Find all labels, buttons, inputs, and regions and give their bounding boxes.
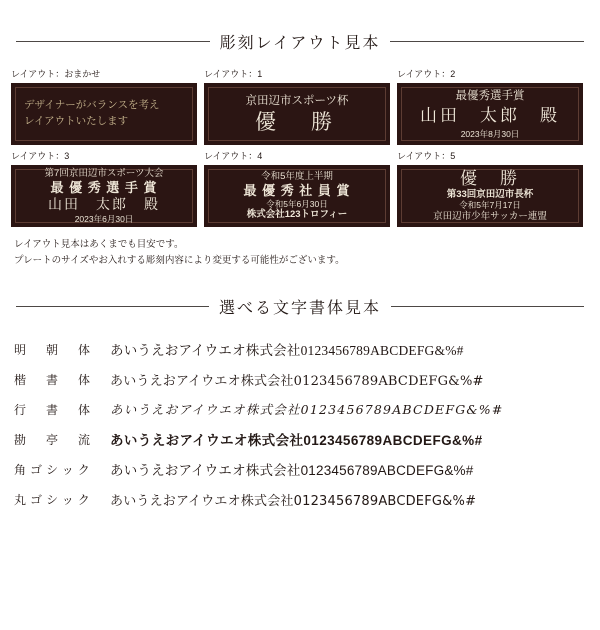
plate-line: 最 優 秀 選 手 賞 bbox=[50, 179, 158, 195]
layout-section-header bbox=[0, 30, 600, 53]
note-line: レイアウト見本はあくまでも目安です。 bbox=[14, 239, 184, 250]
note-line: プレートのサイズやお入れする彫刻内容により変更する可能性がございます。 bbox=[14, 255, 345, 267]
plate-line: 京田辺市少年サッカー連盟 bbox=[433, 211, 547, 223]
layout-sample-1 bbox=[204, 67, 394, 145]
font-name-label: 行 書 体 bbox=[14, 402, 95, 417]
font-name-label: 角ゴシック bbox=[14, 462, 94, 477]
plate-line: 令和5年6月30日 bbox=[266, 198, 328, 209]
font-sample-text: あいうえおアイウエオ株式会社0123456789ABCDEFG&%# bbox=[110, 433, 483, 449]
plate-text-block bbox=[245, 94, 348, 134]
layout-notes bbox=[0, 227, 600, 269]
font-sample-row bbox=[14, 334, 586, 364]
plate-preview bbox=[397, 165, 583, 227]
plate-preview bbox=[397, 83, 583, 145]
layout-label: レイアウト：1 bbox=[204, 69, 263, 79]
font-sample-text: あいうえおアイウエオ株式会社0123456789ABCDEFG&%# bbox=[110, 343, 464, 359]
layout-sample-2 bbox=[397, 67, 587, 145]
layout-sample-3 bbox=[11, 149, 201, 227]
plate-line: 優 勝 bbox=[460, 169, 520, 189]
engraving-layout-guide-page bbox=[0, 30, 600, 630]
layout-label: レイアウト：3 bbox=[11, 151, 70, 161]
plate-preview bbox=[204, 165, 390, 227]
font-name-label: 楷 書 体 bbox=[14, 372, 95, 387]
header-rule-left bbox=[16, 41, 210, 42]
font-sample-text: あいうえおアイウエオ株式会社0123456789ABCDEFG&%# bbox=[110, 493, 477, 509]
font-section-header bbox=[0, 295, 600, 318]
plate-line: 山田 太郎 殿 bbox=[48, 196, 160, 212]
plate-line: 最 優 秀 社 員 賞 bbox=[243, 182, 351, 198]
font-sample-row bbox=[14, 484, 586, 514]
plate-line: 山田 太郎 殿 bbox=[420, 106, 560, 126]
plate-line: 株式会社123トロフィー bbox=[246, 209, 348, 221]
plate-text-block bbox=[420, 89, 560, 140]
plate-line: 優 勝 bbox=[254, 111, 339, 135]
font-name-label: 丸ゴシック bbox=[14, 492, 94, 507]
font-sample-row bbox=[14, 424, 586, 454]
plate-line: レイアウトいたします bbox=[24, 115, 129, 127]
header-rule-right bbox=[390, 41, 584, 42]
font-sample-row bbox=[14, 364, 586, 394]
plate-line: 2023年6月30日 bbox=[74, 213, 134, 224]
plate-text-block bbox=[243, 171, 350, 222]
plate-line: デザイナーがバランスを考え bbox=[24, 99, 160, 112]
layout-sample-5 bbox=[397, 149, 587, 227]
layout-label: レイアウト：おまかせ bbox=[11, 69, 101, 79]
plate-preview bbox=[204, 83, 390, 145]
font-sample-text: あいうえおアイウエオ株式会社0123456789ABCDEFG&%# bbox=[110, 402, 504, 418]
layout-label: レイアウト：4 bbox=[204, 151, 263, 161]
header-rule-left bbox=[16, 306, 209, 307]
plate-text-block bbox=[24, 98, 184, 130]
layout-label: レイアウト：5 bbox=[397, 151, 456, 161]
plate-line: 最優秀選手賞 bbox=[455, 89, 525, 102]
layout-sample-4 bbox=[204, 149, 394, 227]
font-sample-row bbox=[14, 454, 586, 484]
font-section-title: 選べる文字書体見本 bbox=[219, 300, 382, 318]
plate-line: 令和5年7月17日 bbox=[459, 200, 521, 211]
plate-line: 令和5年度上半期 bbox=[261, 170, 333, 182]
plate-line: 2023年8月30日 bbox=[460, 128, 520, 139]
layout-sample-omakase bbox=[11, 67, 201, 145]
font-sample-text: あいうえおアイウエオ株式会社0123456789ABCDEFG&%# bbox=[110, 373, 484, 389]
font-sample-text: あいうえおアイウエオ株式会社0123456789ABCDEFG&%# bbox=[110, 463, 474, 479]
layout-label: レイアウト：2 bbox=[397, 69, 456, 79]
font-sample-row bbox=[14, 394, 586, 424]
plate-text-block bbox=[433, 169, 547, 223]
plate-text-block bbox=[45, 168, 164, 224]
plate-preview bbox=[11, 83, 197, 145]
font-sample-list bbox=[0, 318, 600, 514]
font-name-label: 明 朝 体 bbox=[14, 342, 95, 357]
layout-section-title: 彫刻レイアウト見本 bbox=[219, 35, 381, 52]
layout-sample-grid bbox=[0, 67, 600, 227]
font-name-label: 勘 亭 流 bbox=[14, 432, 95, 447]
header-rule-right bbox=[391, 306, 584, 307]
plate-line: 第33回京田辺市長杯 bbox=[446, 188, 534, 200]
plate-line: 京田辺市スポーツ杯 bbox=[245, 94, 349, 107]
plate-line: 第7回京田辺市スポーツ大会 bbox=[44, 167, 164, 179]
plate-preview bbox=[11, 165, 197, 227]
